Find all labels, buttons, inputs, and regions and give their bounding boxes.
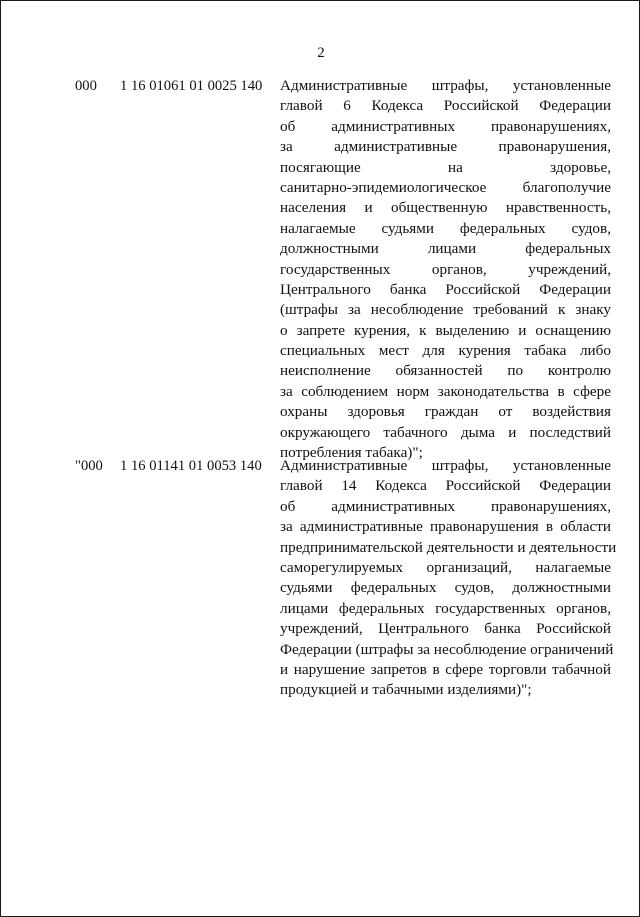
description-line: неисполнение обязанностей по контролю [280, 362, 611, 380]
description-line: населения и общественную нравственность, [280, 199, 611, 217]
description-line: об административных правонарушениях, [280, 497, 611, 515]
entry-description [280, 456, 617, 701]
page-number: 2 [317, 45, 325, 61]
description-line: окружающего табачного дыма и последствий [280, 423, 611, 441]
admin-code: 000 [75, 78, 97, 94]
description-line: Административные штрафы, установленные [280, 457, 611, 474]
budget-classification-code: 1 16 01061 01 0025 140 [120, 78, 263, 94]
description-line: о запрете курения, к выделению и оснащению [280, 321, 611, 339]
description-line: санитарно-эпидемиологическое благополучие [280, 178, 611, 196]
description-line: охраны здоровья граждан от воздействия [280, 403, 611, 421]
description-line: об административных правонарушениях, [280, 117, 611, 135]
budget-classification-code: 1 16 01141 01 0053 140 [120, 458, 262, 474]
description-line: государственных органов, учреждений, [280, 260, 611, 278]
description-line: Административные штрафы, установленные [280, 77, 611, 94]
admin-code: "000 [75, 458, 103, 474]
description-line: потребления табака)"; [280, 444, 423, 462]
description-line: лицами федеральных государственных органов, [280, 599, 611, 617]
description-line: за административные правонарушения в области [280, 518, 611, 536]
entry-description [280, 76, 611, 463]
description-line: саморегулируемых организаций, налагаемые [280, 558, 611, 576]
description-line: учреждений, Центрального банка Российской [280, 620, 611, 638]
description-line: судьями федеральных судов, должностными [280, 579, 611, 597]
description-line: (штрафы за несоблюдение требований к знаку [280, 301, 611, 319]
description-line: предпринимательской деятельности и деятельности [280, 538, 617, 556]
description-line: налагаемые судьями федеральных судов, [280, 219, 611, 237]
description-line: Федерации (штрафы за несоблюдение ограничений [280, 640, 614, 658]
description-line: главой 6 Кодекса Российской Федерации [280, 97, 611, 115]
description-line: за соблюдением норм законодательства в сфере [280, 382, 611, 400]
description-line: специальных мест для курения табака либо [280, 342, 611, 360]
description-line: посягающие на здоровье, [280, 158, 611, 176]
description-line: главой 14 Кодекса Российской Федерации [280, 477, 611, 495]
description-line: Центрального банка Российской Федерации [280, 280, 611, 298]
description-line: продукцией и табачными изделиями)"; [280, 681, 532, 699]
description-line: должностными лицами федеральных [280, 240, 611, 258]
description-line: за административные правонарушения, [280, 138, 611, 156]
description-line: и нарушение запретов в сфере торговли табачной [280, 660, 611, 678]
